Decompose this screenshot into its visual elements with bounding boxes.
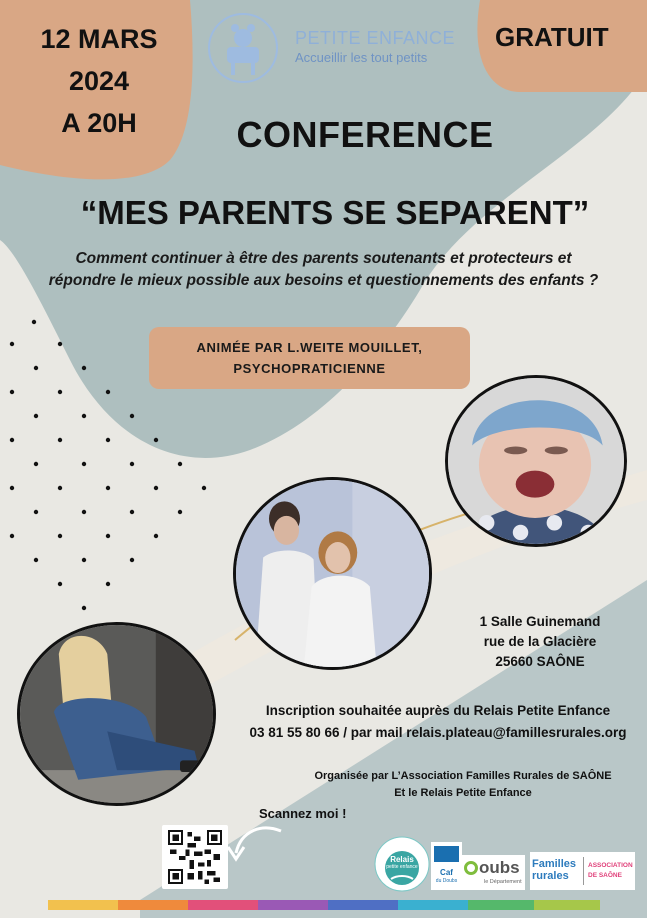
qr-code-icon (167, 830, 223, 884)
sad-child-photo (17, 622, 216, 806)
event-type: CONFERENCE (236, 114, 494, 155)
familles-rurales-word-1: Familles (532, 858, 577, 870)
crying-baby-photo (445, 375, 627, 547)
relais-logo-name: Relais (390, 855, 414, 864)
doubs-logo-name: oubs (479, 858, 520, 877)
familles-rurales-assoc-1: ASSOCIATION (588, 862, 633, 869)
doubs-logo-sub: le Département (484, 879, 522, 885)
relais-logo (373, 835, 431, 893)
rainbow-bar (48, 900, 600, 910)
baby-chair-icon (205, 12, 283, 86)
date-time: A 20H (61, 108, 137, 138)
subtitle-line-1: Comment continuer à être des parents soutenants et protecteurs et (75, 250, 572, 267)
registration-line-2: 03 81 55 80 66 / par mail relais.plateau@famillesrurales.org (249, 725, 627, 740)
doubs-logo (462, 855, 525, 890)
event-subtitle (0, 248, 647, 292)
scan-label: Scannez moi ! (259, 806, 347, 821)
logo-subtitle: Accueillir les tout petits (295, 50, 428, 65)
petite-enfance-logo (205, 12, 465, 84)
organizer-line-2: Et le Relais Petite Enfance (394, 787, 532, 799)
address-line-3: 25660 SAÔNE (495, 654, 585, 669)
date-day: 12 MARS (40, 24, 158, 54)
familles-rurales-assoc-2: DE SAÔNE (588, 872, 622, 879)
price-label: GRATUIT (495, 22, 609, 52)
registration-line-1: Inscription souhaitée auprès du Relais Petite Enfance (265, 703, 611, 718)
familles-rurales-logo (530, 852, 635, 890)
separated-couple-photo (233, 477, 432, 670)
event-address (455, 612, 625, 672)
organizer-line-1: Organisée par L’Association Familles Rurales de SAÔNE (314, 770, 612, 782)
address-line-2: rue de la Glacière (483, 634, 597, 649)
host-line-2: PSYCHOPRATICIENNE (233, 361, 386, 376)
host-line-1: ANIMÉE PAR L.WEITE MOUILLET, (196, 340, 423, 355)
logo-title: PETITE ENFANCE (295, 28, 456, 48)
caf-logo-sub: du Doubs (435, 878, 458, 884)
organizer-info (283, 768, 643, 802)
curved-arrow-icon (226, 823, 286, 867)
subtitle-line-2: répondre le mieux possible aux besoins et questionnements des enfants ? (48, 272, 599, 289)
relais-logo-sub: petite enfance (386, 864, 418, 870)
address-line-1: 1 Salle Guinemand (479, 614, 601, 629)
date-year: 2024 (68, 66, 130, 96)
qr-code[interactable] (162, 825, 228, 889)
event-title: “MES PARENTS SE SEPARENT” (80, 194, 590, 231)
host-box (149, 327, 470, 389)
registration-info (233, 700, 643, 744)
caf-logo (431, 842, 462, 890)
caf-logo-name: Caf (440, 868, 453, 877)
familles-rurales-word-2: rurales (532, 870, 569, 882)
